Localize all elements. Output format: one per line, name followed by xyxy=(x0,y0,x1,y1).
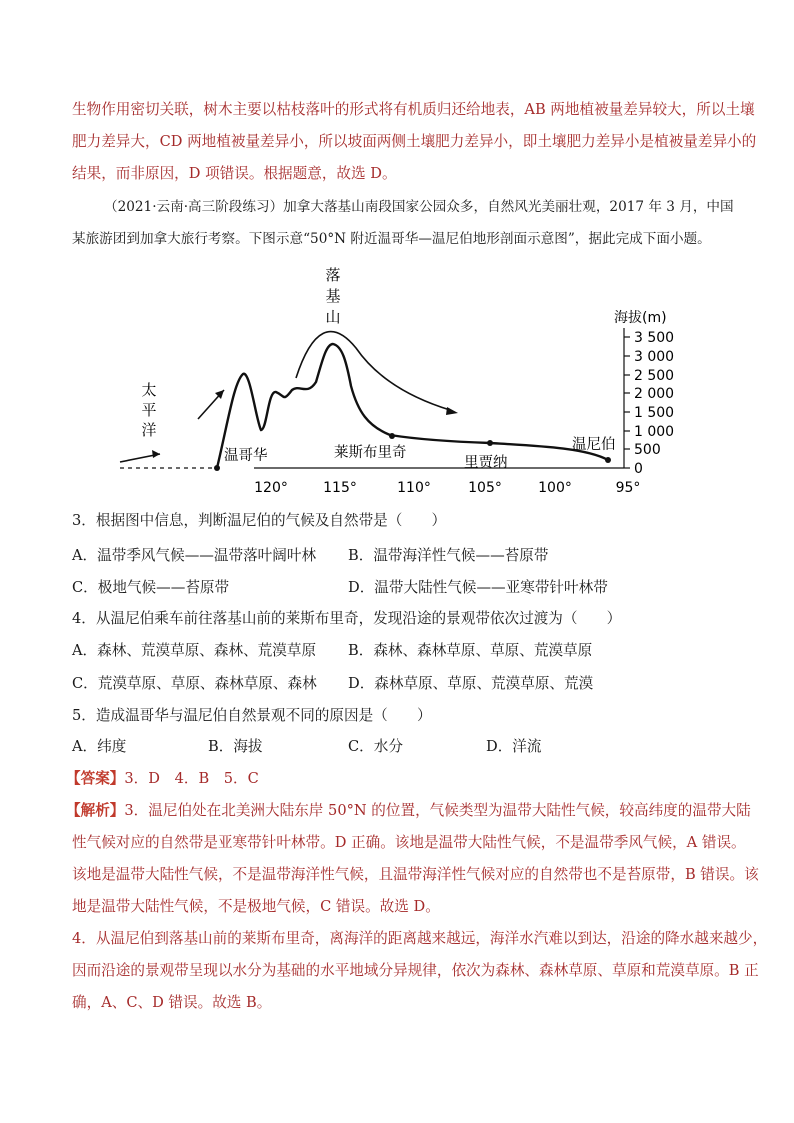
ocean-label-3: 洋 xyxy=(141,421,157,439)
explanation-line-1: 生物作用密切关联，树木主要以枯枝落叶的形式将有机质归还给地表，AB 两地植被量差异较大，所以土壤 xyxy=(72,101,755,118)
winnipeg-label: 温尼伯 xyxy=(572,437,616,453)
analysis-line-7: 确，A、C、D 错误。故选 B。 xyxy=(72,994,272,1011)
answer-line xyxy=(66,772,726,787)
longitude-tick-120: 120° xyxy=(254,480,288,496)
explanation-line-2: 肥力差异大，CD 两地植被量差异小，所以坡面两侧土壤肥力差异小，即土壤肥力差异小是植被量差异小的 xyxy=(72,133,757,150)
airflow-arrows xyxy=(120,332,458,462)
ocean-label-1: 太 xyxy=(141,381,157,399)
question-4-option-b: B．森林、森林草原、草原、荒漠草原 xyxy=(348,642,593,659)
vancouver-label: 温哥华 xyxy=(224,448,268,464)
question-3-option-b: B．温带海洋性气候——苔原带 xyxy=(348,547,549,564)
longitude-tick-115: 115° xyxy=(323,480,357,496)
question-3-option-a: A．温带季风气候——温带落叶阔叶林 xyxy=(72,547,317,564)
elevation-tick-3500: 3 500 xyxy=(634,330,675,346)
analysis-line-5: 4．从温尼伯到落基山前的莱斯布里奇，离海洋的距离越来越远，海洋水汽难以到达，沿途的降水越来越少， xyxy=(72,930,768,947)
elevation-tick-500: 500 xyxy=(634,442,661,458)
analysis-label: 【解析】 xyxy=(66,802,125,819)
analysis-line-3: 该地是温带大陆性气候，不是温带海洋性气候，且温带海洋性气候对应的自然带也不是苔原带，B 错误。该 xyxy=(72,866,759,883)
analysis-text-1: 3．温尼伯处在北美洲大陆东岸 50°N 的位置，气候类型为温带大陆性气候，较高纬度的温带大陆 xyxy=(124,802,751,819)
analysis-line-6: 因而沿途的景观带呈现以水分为基础的水平地域分异规律，依次为森林、森林草原、草原和荒漠草原。B 正 xyxy=(72,962,759,979)
elevation-axis-title: 海拔(m) xyxy=(614,310,667,326)
regina-marker xyxy=(487,440,493,446)
question-3-option-d: D．温带大陆性气候——亚寒带针叶林带 xyxy=(348,579,608,596)
elevation-tick-2000: 2 000 xyxy=(634,386,675,402)
question-intro-line-2: 某旅游团到加拿大旅行考察。下图示意“50°N 附近温哥华—温尼伯地形剖面示意图”，据此完成下面小题。 xyxy=(72,231,711,247)
question-5-option-a: A．纬度 xyxy=(72,738,127,755)
elevation-axis-ticks xyxy=(624,337,630,468)
explanation-line-3: 结果，而非原因，D 项错误。根据题意，故选 D。 xyxy=(72,165,397,182)
regina-label: 里贾纳 xyxy=(464,455,508,471)
question-4-option-d: D．森林草原、草原、荒漠草原、荒漠 xyxy=(348,675,594,692)
terrain-profile-line xyxy=(217,344,608,468)
ocean-label-2: 平 xyxy=(141,401,157,419)
question-5-option-d: D．洋流 xyxy=(486,738,542,755)
question-5-stem: 5．造成温哥华与温尼伯自然景观不同的原因是（ ） xyxy=(72,707,432,724)
answer-text: 3．D 4．B 5．C xyxy=(124,770,259,787)
analysis-line-1 xyxy=(66,802,751,819)
question-5-option-c: C．水分 xyxy=(348,738,403,755)
terrain-profile-figure xyxy=(100,262,675,500)
mountain-label-2: 基 xyxy=(325,287,341,305)
mountain-label-1: 落 xyxy=(325,266,341,284)
mountain-label-3: 山 xyxy=(325,308,341,326)
longitude-tick-100: 100° xyxy=(538,480,572,496)
elevation-tick-1000: 1 000 xyxy=(634,424,675,440)
winnipeg-marker xyxy=(605,457,611,463)
elevation-tick-2500: 2 500 xyxy=(634,368,675,384)
longitude-tick-105: 105° xyxy=(468,480,502,496)
elevation-tick-0: 0 xyxy=(634,461,643,477)
answer-label: 【答案】 xyxy=(66,770,125,787)
question-3-stem: 3．根据图中信息，判断温尼伯的气候及自然带是（ ） xyxy=(72,512,447,529)
lethbridge-marker xyxy=(389,433,395,439)
analysis-line-2: 性气候对应的自然带是亚寒带针叶林带。D 正确。该地是温带大陆性气候，不是温带季风气候，A 错误。 xyxy=(72,834,746,851)
longitude-tick-95: 95° xyxy=(615,480,641,496)
elevation-tick-1500: 1 500 xyxy=(634,405,675,421)
question-4-option-a: A．森林、荒漠草原、森林、荒漠草原 xyxy=(72,642,317,659)
question-4-stem: 4．从温尼伯乘车前往落基山前的莱斯布里奇，发现沿途的景观带依次过渡为（ ） xyxy=(72,610,622,627)
vancouver-marker xyxy=(214,465,220,471)
question-intro-line-1: （2021·云南·高三阶段练习）加拿大落基山南段国家公园众多，自然风光美丽壮观，2017 年 3 月，中国 xyxy=(104,199,734,215)
elevation-tick-3000: 3 000 xyxy=(634,349,675,365)
lethbridge-label: 莱斯布里奇 xyxy=(334,445,407,461)
analysis-line-4: 地是温带大陆性气候，不是极地气候，C 错误。故选 D。 xyxy=(72,898,440,915)
question-3-option-c: C．极地气候——苔原带 xyxy=(72,579,230,596)
question-4-option-c: C．荒漠草原、草原、森林草原、森林 xyxy=(72,675,317,692)
question-5-option-b: B．海拔 xyxy=(208,738,263,755)
longitude-tick-110: 110° xyxy=(397,480,431,496)
